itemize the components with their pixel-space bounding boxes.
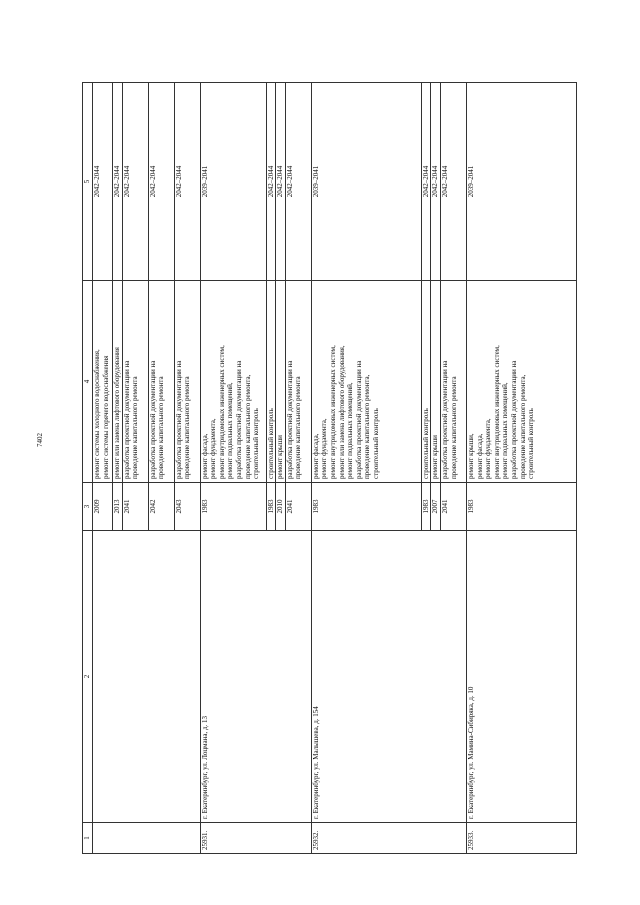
- table-row: [200, 83, 266, 854]
- work-types: [311, 281, 421, 483]
- column-header-1: 1: [83, 823, 93, 854]
- planned-period: 2042–2044: [421, 83, 431, 281]
- work-type-line: строительный контроль: [527, 408, 536, 479]
- work-type-line: ремонт фасада,: [200, 433, 209, 479]
- table-row: [93, 83, 113, 854]
- work-types: [421, 281, 431, 483]
- column-header-5: 5: [83, 83, 93, 281]
- work-type-line: разработка проектной документации на: [234, 360, 243, 479]
- planned-period: 2042–2044: [266, 83, 276, 281]
- column-header-row: [83, 83, 93, 854]
- entry-number: [93, 823, 201, 854]
- work-type-line: проведение капитального ремонта,: [363, 374, 372, 479]
- work-type-line: ремонт фасада,: [475, 433, 484, 479]
- work-types: [276, 281, 286, 483]
- work-type-line: ремонт подвальных помещений,: [226, 382, 235, 479]
- work-type-line: ремонт крыши: [431, 435, 440, 479]
- work-type-line: ремонт фундамента,: [209, 418, 218, 479]
- work-type-line: ремонт системы горячего водоснабжения: [101, 355, 110, 479]
- work-type-line: строительный контроль: [371, 408, 380, 479]
- planned-period: 2042–2044: [174, 83, 200, 281]
- work-type-line: ремонт внутридомовых инженерных систем,: [217, 345, 226, 479]
- building-address: [93, 531, 201, 823]
- work-type-line: строительный контроль: [252, 408, 261, 479]
- work-types: [440, 281, 466, 483]
- planned-period: 2042–2044: [113, 83, 123, 281]
- page-number: 7402: [36, 433, 44, 447]
- work-type-line: проведение капитального ремонта,: [518, 374, 527, 479]
- rotated-table-content: [82, 82, 602, 854]
- last-repair-year: 1983: [311, 483, 421, 531]
- table-row: [311, 83, 421, 854]
- work-type-line: ремонт внутридомовых инженерных систем,: [492, 345, 501, 479]
- work-type-line: проведение капитального ремонта: [294, 376, 303, 479]
- last-repair-year: 2041: [285, 483, 311, 531]
- planned-period: 2042–2044: [431, 83, 441, 281]
- rotated-table-area: [82, 82, 602, 854]
- building-address: г. Екатеринбург, ул. Мамина-Сибиряка, д. 10: [466, 531, 576, 823]
- column-header-3: 3: [83, 483, 93, 531]
- planned-period: 2039–2041: [466, 83, 576, 281]
- work-type-line: разработка проектной документации на: [354, 360, 363, 479]
- work-type-line: разработка проектной документации на: [285, 360, 294, 479]
- work-type-line: разработка проектной документации на: [122, 360, 131, 479]
- building-address: г. Екатеринбург, ул. Малышева, д. 154: [311, 531, 466, 823]
- work-type-line: разработка проектной документации на: [174, 360, 183, 479]
- last-repair-year: 2042: [148, 483, 174, 531]
- work-type-line: ремонт подвальных помещений,: [346, 382, 355, 479]
- work-type-line: строительный контроль: [266, 408, 275, 479]
- column-header-2: 2: [83, 531, 93, 823]
- work-types: [266, 281, 276, 483]
- planned-period: 2039–2041: [200, 83, 266, 281]
- work-types: [93, 281, 113, 483]
- last-repair-year: 2013: [113, 483, 123, 531]
- work-types: [466, 281, 576, 483]
- planned-period: 2039–2041: [311, 83, 421, 281]
- work-type-line: проведение капитального ремонта: [131, 376, 140, 479]
- planned-period: 2042–2044: [93, 83, 113, 281]
- work-type-line: ремонт фундамента,: [484, 418, 493, 479]
- work-type-line: разработка проектной документации на: [440, 360, 449, 479]
- last-repair-year: 2041: [440, 483, 466, 531]
- planned-period: 2042–2044: [148, 83, 174, 281]
- work-types: [285, 281, 311, 483]
- table-body: [83, 83, 577, 854]
- last-repair-year: 2010: [276, 483, 286, 531]
- work-type-line: проведение капитального ремонта,: [243, 374, 252, 479]
- entry-number: 25932.: [311, 823, 466, 854]
- work-type-line: строительный контроль: [421, 408, 430, 479]
- work-types: [148, 281, 174, 483]
- column-header-4: 4: [83, 281, 93, 483]
- work-type-line: ремонт крыши,: [466, 433, 475, 479]
- work-types: [431, 281, 441, 483]
- entry-number: 25931.: [200, 823, 311, 854]
- work-types: [122, 281, 148, 483]
- work-type-line: проведение капитального ремонта: [449, 376, 458, 479]
- work-type-line: ремонт внутридомовых инженерных систем,: [328, 345, 337, 479]
- work-types: [200, 281, 266, 483]
- work-type-line: проведение капитального ремонта: [157, 376, 166, 479]
- building-address: г. Екатеринбург, ул. Лоцмана, д. 13: [200, 531, 311, 823]
- repair-schedule-table: [82, 82, 577, 854]
- last-repair-year: 2009: [93, 483, 113, 531]
- work-type-line: ремонт системы холодного водоснабжения,: [93, 349, 101, 479]
- work-type-line: ремонт или замена лифтового оборудования,: [337, 345, 346, 479]
- work-type-line: ремонт фундамента,: [320, 418, 329, 479]
- work-type-line: ремонт подвальных помещений,: [501, 382, 510, 479]
- last-repair-year: 1983: [466, 483, 576, 531]
- work-type-line: ремонт фасада,: [311, 433, 320, 479]
- work-type-line: разработка проектной документации на: [148, 360, 157, 479]
- last-repair-year: 1983: [421, 483, 431, 531]
- work-types: [174, 281, 200, 483]
- planned-period: 2042–2044: [285, 83, 311, 281]
- last-repair-year: 2007: [431, 483, 441, 531]
- work-type-line: разработка проектной документации на: [509, 360, 518, 479]
- entry-number: 25933.: [466, 823, 576, 854]
- work-types: [113, 281, 123, 483]
- work-type-line: ремонт крыши: [276, 435, 285, 479]
- planned-period: 2042–2044: [440, 83, 466, 281]
- last-repair-year: 2043: [174, 483, 200, 531]
- planned-period: 2042–2044: [276, 83, 286, 281]
- work-type-line: проведение капитального ремонта: [183, 376, 192, 479]
- last-repair-year: 1983: [266, 483, 276, 531]
- table-row: [466, 83, 576, 854]
- last-repair-year: 2041: [122, 483, 148, 531]
- planned-period: 2042–2044: [122, 83, 148, 281]
- last-repair-year: 1983: [200, 483, 266, 531]
- work-type-line: ремонт или замена лифтового оборудования: [113, 347, 121, 479]
